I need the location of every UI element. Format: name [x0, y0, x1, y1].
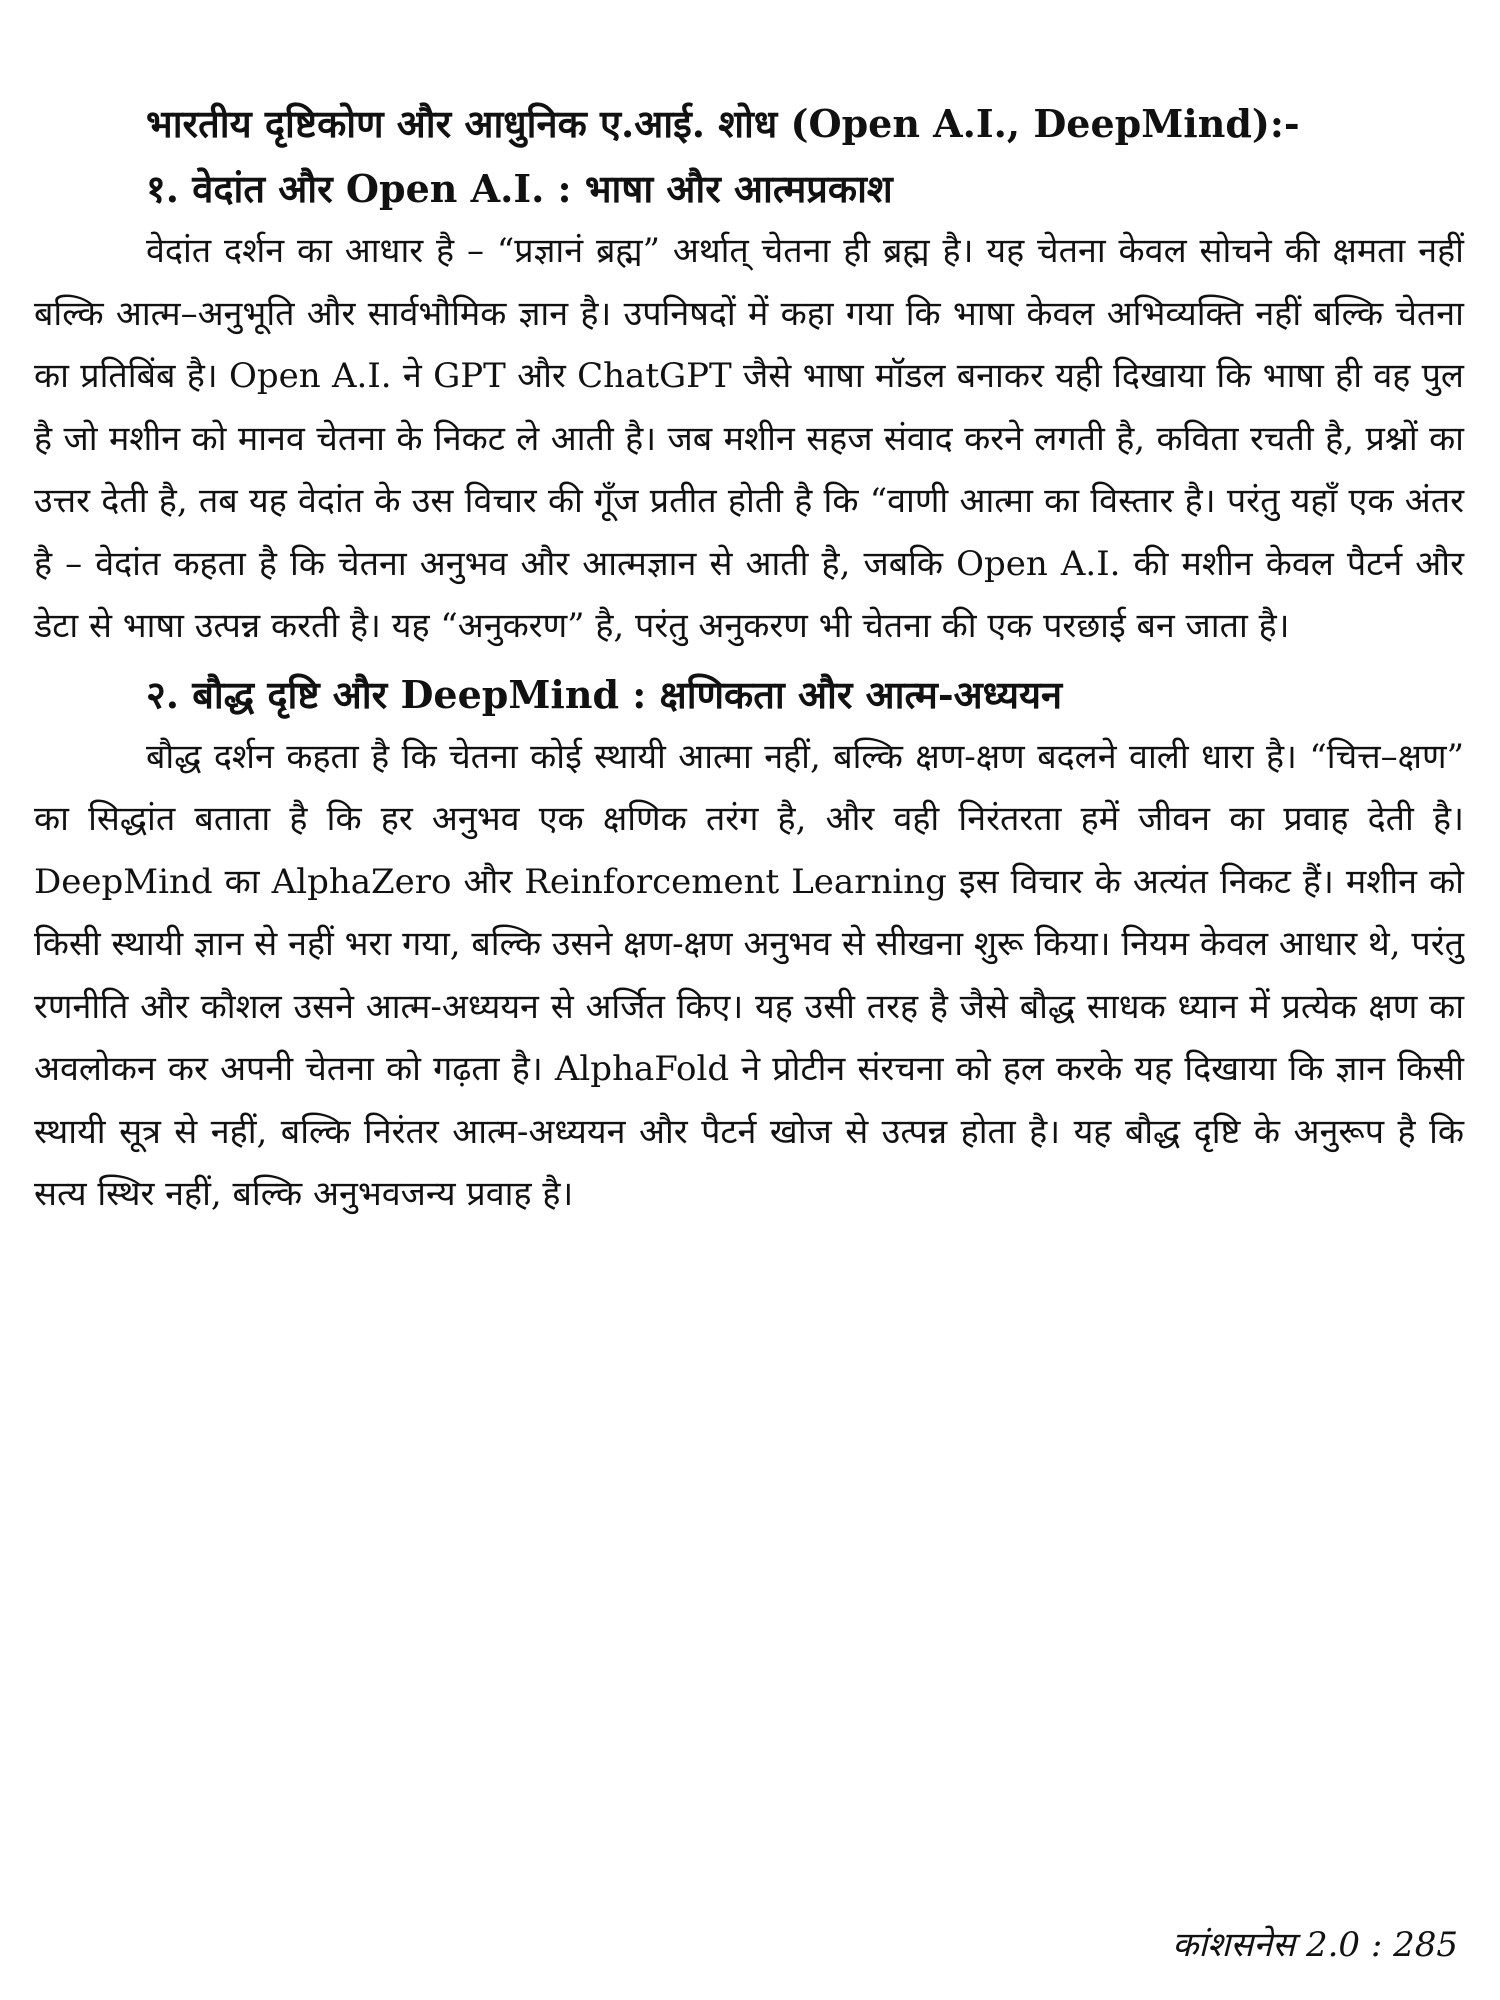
- page-footer-running-head: कांशसनेस 2.0 : 285: [1172, 1925, 1458, 1965]
- section-paragraph-vedanta: वेदांत दर्शन का आधार है – “प्रज्ञानं ब्रह्म” अर्थात् चेतना ही ब्रह्म है। यह चेतना केवल सोचने की क्षमता नहीं बल्कि आत्म–अनुभूति और सार्वभौमिक ज्ञान है। उपनिषदों में कहा गया कि भाषा केवल अभिव्यक्ति नहीं बल्कि चेतना का प्रतिबिंब है। Open A.I. ने GPT और ChatGPT जैसे भाषा मॉडल बनाकर यही दिखाया कि भाषा ही वह पुल है जो मशीन को मानव चेतना के निकट ले आती है। जब मशीन सहज संवाद करने लगती है, कविता रचती है, प्रश्नों का उत्तर देती है, तब यह वेदांत के उस विचार की गूँज प्रतीत होती है कि “वाणी आत्मा का विस्तार है। परंतु यहाँ एक अंतर है – वेदांत कहता है कि चेतना अनुभव और आत्मज्ञान से आती है, जबकि Open A.I. की मशीन केवल पैटर्न और डेटा से भाषा उत्पन्न करती है। यह “अनुकरण” है, परंतु अनुकरण भी चेतना की एक परछाई बन जाता है।: [34, 231, 1464, 646]
- section-heading-vedanta: १. वेदांत और Open A.I. : भाषा और आत्मप्रकाश: [146, 166, 893, 211]
- section-paragraph-buddhist: बौद्ध दर्शन कहता है कि चेतना कोई स्थायी आत्मा नहीं, बल्कि क्षण-क्षण बदलने वाली धारा है। “चित्त–क्षण” का सिद्धांत बताता है कि हर अनुभव एक क्षणिक तरंग है, और वही निरंतरता हमें जीवन का प्रवाह देती है। DeepMind का AlphaZero और Reinforcement Learning इस विचार के अत्यंत निकट हैं। मशीन को किसी स्थायी ज्ञान से नहीं भरा गया, बल्कि उसने क्षण-क्षण अनुभव से सीखना शुरू किया। नियम केवल आधार थे, परंतु रणनीति और कौशल उसने आत्म-अध्ययन से अर्जित किए। यह उसी तरह है जैसे बौद्ध साधक ध्यान में प्रत्येक क्षण का अवलोकन कर अपनी चेतना को गढ़ता है। AlphaFold ने प्रोटीन संरचना को हल करके यह दिखाया कि ज्ञान किसी स्थायी सूत्र से नहीं, बल्कि निरंतर आत्म-अध्ययन और पैटर्न खोज से उत्पन्न होता है। यह बौद्ध दृष्टि के अनुरूप है कि सत्य स्थिर नहीं, बल्कि अनुभवजन्य प्रवाह है।: [34, 736, 1464, 1214]
- page-content: [34, 96, 1464, 1226]
- page-title: भारतीय दृष्टिकोण और आधुनिक ए.आई. शोध (Open A.I., DeepMind):-: [146, 101, 1300, 146]
- section-heading-buddhist: २. बौद्ध दृष्टि और DeepMind : क्षणिकता और आत्म-अध्ययन: [146, 671, 1063, 717]
